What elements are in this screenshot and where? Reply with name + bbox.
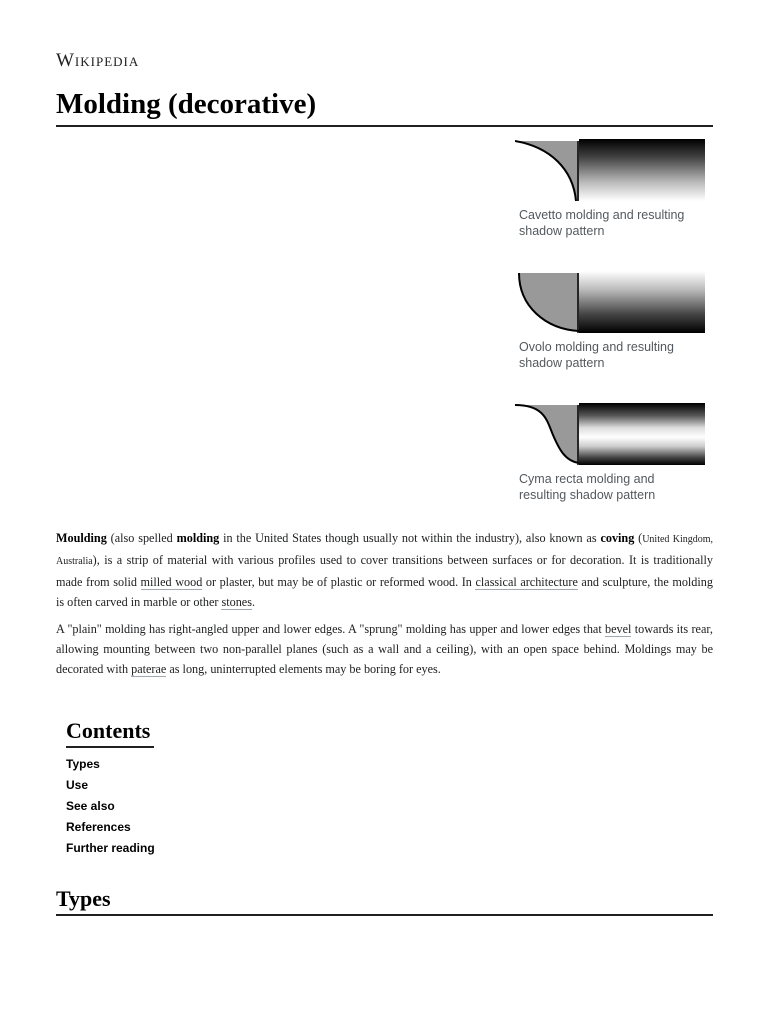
text-run: as long, uninterrupted elements may be boring for eyes.: [166, 662, 441, 676]
plain-sprung-paragraph: [56, 619, 713, 679]
page-title: Molding (decorative): [56, 84, 713, 127]
text-run: (: [634, 531, 643, 545]
text-run: towards its rear, allowing mounting between two non-parallel planes (such as a wall and a ceiling), with an open space behind. Moldings may be decorated with: [56, 622, 713, 676]
figure-cavetto: [515, 139, 705, 239]
link-classical-architecture[interactable]: classical architecture: [475, 575, 578, 589]
figure-cyma-recta: [515, 403, 705, 503]
cavetto-shadow-gradient: [579, 139, 705, 201]
cavetto-profile-image: [515, 139, 579, 201]
text-run: in the United States though usually not within the industry), also known as: [219, 531, 601, 545]
text-run: .: [251, 595, 255, 609]
section-heading-types: Types: [56, 884, 713, 916]
ovolo-shadow-gradient: [579, 271, 705, 333]
toc-item-further-reading[interactable]: Further reading: [66, 841, 155, 855]
link-paterae[interactable]: paterae: [131, 662, 167, 676]
link-stones[interactable]: stones: [221, 595, 252, 609]
text-run: (also spelled: [106, 531, 177, 545]
text-run: and sculpture, the molding is often carved in marble or other: [56, 575, 713, 609]
bold-molding: molding: [176, 531, 220, 545]
toc-item-types[interactable]: Types: [66, 757, 100, 771]
link-milled-wood[interactable]: milled wood: [140, 575, 203, 589]
figure-ovolo-art[interactable]: [515, 271, 705, 333]
toc-heading: Contents: [66, 716, 154, 748]
figure-ovolo-caption: Ovolo molding and resulting shadow pattern: [519, 340, 674, 370]
toc-item-references[interactable]: References: [66, 820, 131, 834]
region-note: United Kingdom, Australia: [56, 534, 713, 567]
cyma-recta-profile-image: [515, 403, 579, 465]
ovolo-profile-image: [515, 271, 579, 333]
figure-cyma-recta-art[interactable]: [515, 403, 705, 465]
bold-coving: coving: [600, 531, 635, 545]
table-of-contents: [66, 716, 155, 859]
figure-cavetto-art[interactable]: [515, 139, 705, 201]
text-run: or plaster, but may be of plastic or reformed wood. In: [202, 575, 476, 589]
toc-item-see-also[interactable]: See also: [66, 799, 115, 813]
bold-moulding: Moulding: [56, 531, 107, 545]
text-run: A "plain" molding has right-angled upper and lower edges. A "sprung" molding has upper and lower edges that: [56, 622, 606, 636]
wikipedia-wordmark[interactable]: Wikipedia: [56, 50, 140, 71]
text-run: ), is a strip of material with various profiles used to cover transitions between surfaces or for decoration. It is traditionally made from solid: [56, 553, 713, 589]
intro-paragraph: [56, 528, 713, 612]
cyma-recta-shadow-gradient: [579, 403, 705, 465]
link-bevel[interactable]: bevel: [605, 622, 632, 636]
toc-list: [66, 754, 155, 859]
figure-cyma-recta-caption: Cyma recta molding and resulting shadow pattern: [519, 472, 656, 502]
figure-ovolo: [515, 271, 705, 371]
toc-item-use[interactable]: Use: [66, 778, 89, 792]
figure-cavetto-caption: Cavetto molding and resulting shadow pattern: [519, 208, 685, 238]
